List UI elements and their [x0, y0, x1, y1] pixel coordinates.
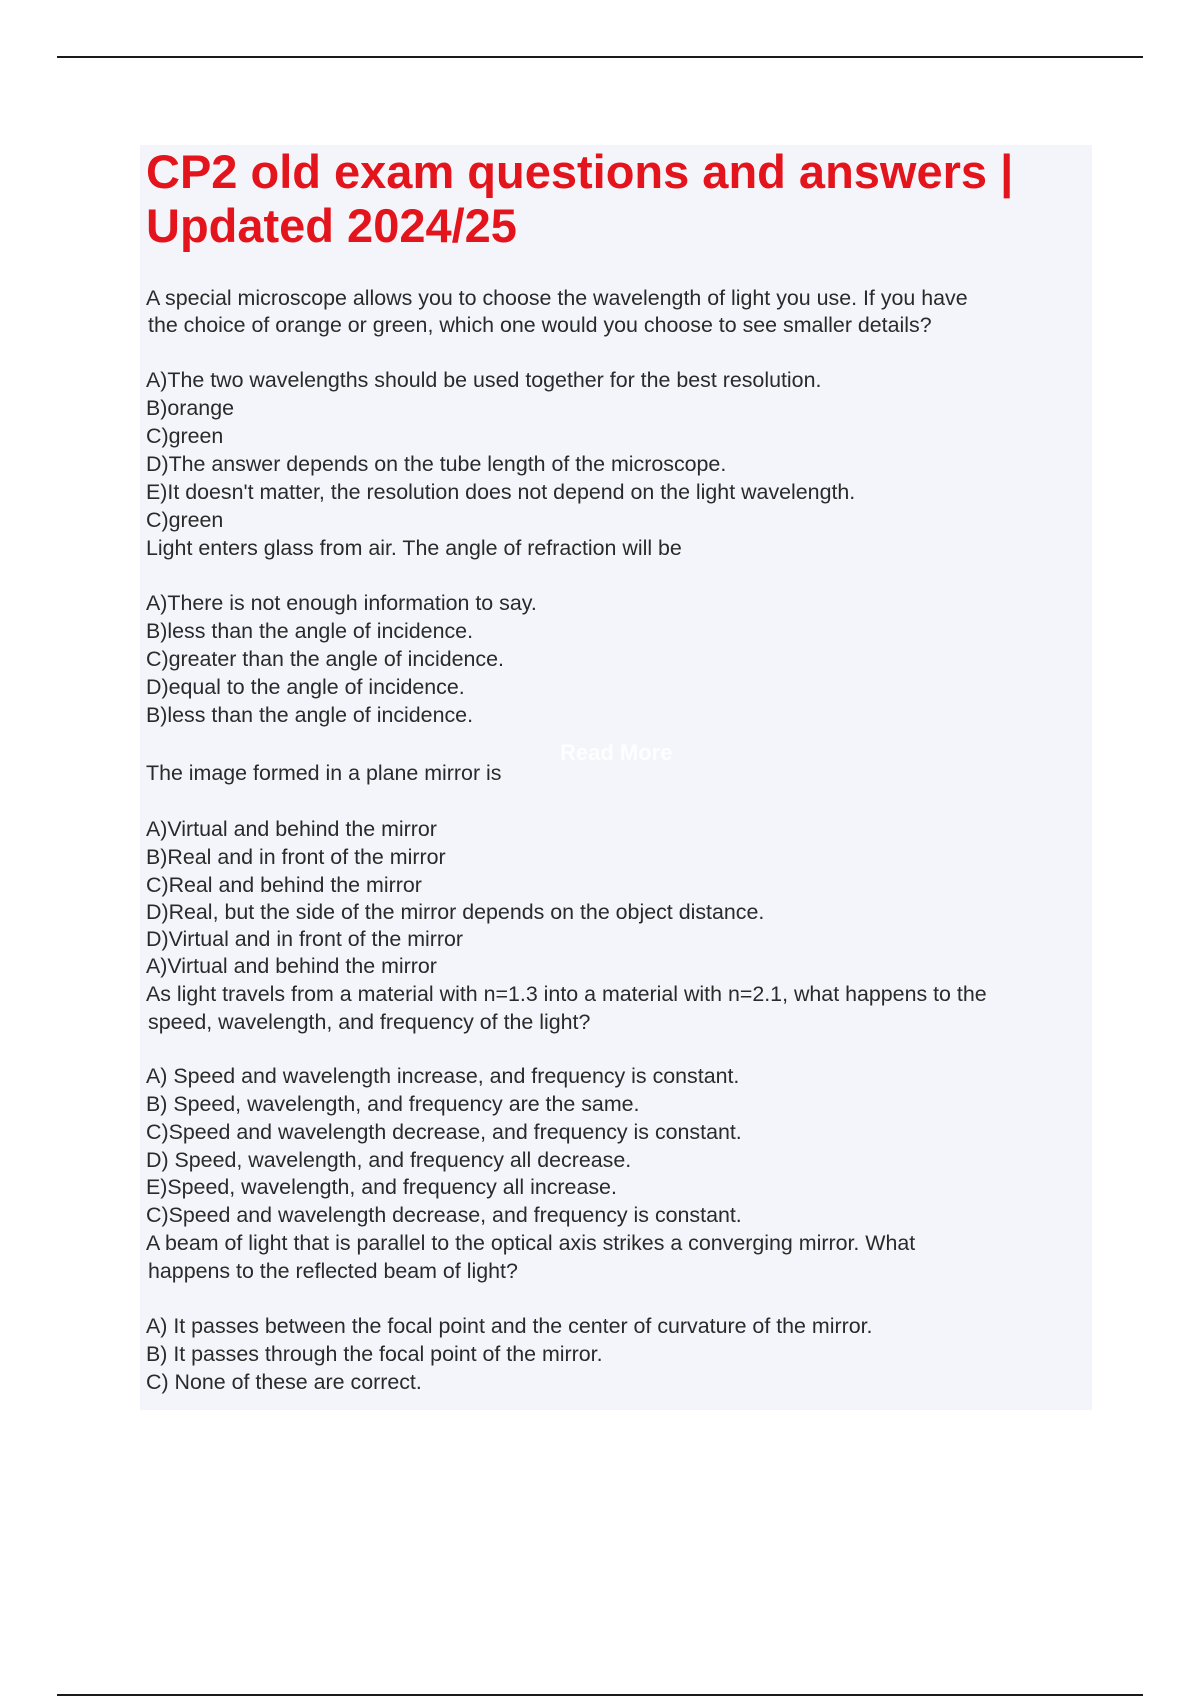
- answer-option: A)The two wavelengths should be used together for the best resolution.: [146, 368, 822, 392]
- answer-option: D)The answer depends on the tube length of the microscope.: [146, 452, 727, 476]
- answer-option: D)equal to the angle of incidence.: [146, 675, 465, 699]
- document-title: [146, 145, 1086, 253]
- correct-answer: A)Virtual and behind the mirror: [146, 954, 437, 978]
- answer-option: B)Real and in front of the mirror: [146, 845, 446, 869]
- answer-option: C)green: [146, 424, 224, 448]
- answer-option: B) It passes through the focal point of the mirror.: [146, 1342, 603, 1366]
- question-text: The image formed in a plane mirror is: [146, 761, 502, 785]
- answer-option: B)less than the angle of incidence.: [146, 619, 474, 643]
- answer-option: C)greater than the angle of incidence.: [146, 647, 504, 671]
- answer-option: C)Speed and wavelength decrease, and frequency is constant.: [146, 1120, 742, 1144]
- question-text: A beam of light that is parallel to the optical axis strikes a converging mirror. What: [146, 1231, 916, 1255]
- answer-option: C) None of these are correct.: [146, 1370, 422, 1394]
- title-line-2: Updated 2024/25: [146, 199, 517, 252]
- answer-option: B) Speed, wavelength, and frequency are the same.: [146, 1092, 640, 1116]
- question-text: As light travels from a material with n=1.3 into a material with n=2.1, what happens to the: [146, 982, 987, 1006]
- question-text: happens to the reflected beam of light?: [148, 1259, 518, 1283]
- answer-option: D)Virtual and in front of the mirror: [146, 927, 464, 951]
- answer-option: B)orange: [146, 396, 234, 420]
- header-rule: [57, 56, 1143, 58]
- answer-option: A) It passes between the focal point and the center of curvature of the mirror.: [146, 1314, 873, 1338]
- question-text: speed, wavelength, and frequency of the light?: [148, 1010, 591, 1034]
- answer-option: D)Real, but the side of the mirror depends on the object distance.: [146, 900, 765, 924]
- answer-option: E)Speed, wavelength, and frequency all increase.: [146, 1175, 617, 1199]
- footer-rule: [57, 1694, 1143, 1696]
- question-text: the choice of orange or green, which one would you choose to see smaller details?: [148, 313, 932, 337]
- answer-option: C)Real and behind the mirror: [146, 873, 422, 897]
- correct-answer: C)Speed and wavelength decrease, and frequency is constant.: [146, 1203, 742, 1227]
- answer-option: A) Speed and wavelength increase, and frequency is constant.: [146, 1064, 740, 1088]
- correct-answer: C)green: [146, 508, 224, 532]
- correct-answer: B)less than the angle of incidence.: [146, 703, 474, 727]
- answer-option: A)There is not enough information to say.: [146, 591, 537, 615]
- answer-option: D) Speed, wavelength, and frequency all decrease.: [146, 1148, 632, 1172]
- question-text: A special microscope allows you to choose the wavelength of light you use. If you have: [146, 286, 968, 310]
- answer-option: E)It doesn't matter, the resolution does not depend on the light wavelength.: [146, 480, 856, 504]
- answer-option: A)Virtual and behind the mirror: [146, 817, 437, 841]
- watermark-text: Read More: [560, 740, 673, 765]
- question-text: Light enters glass from air. The angle of refraction will be: [146, 536, 682, 560]
- title-line-1: CP2 old exam questions and answers |: [146, 145, 1014, 198]
